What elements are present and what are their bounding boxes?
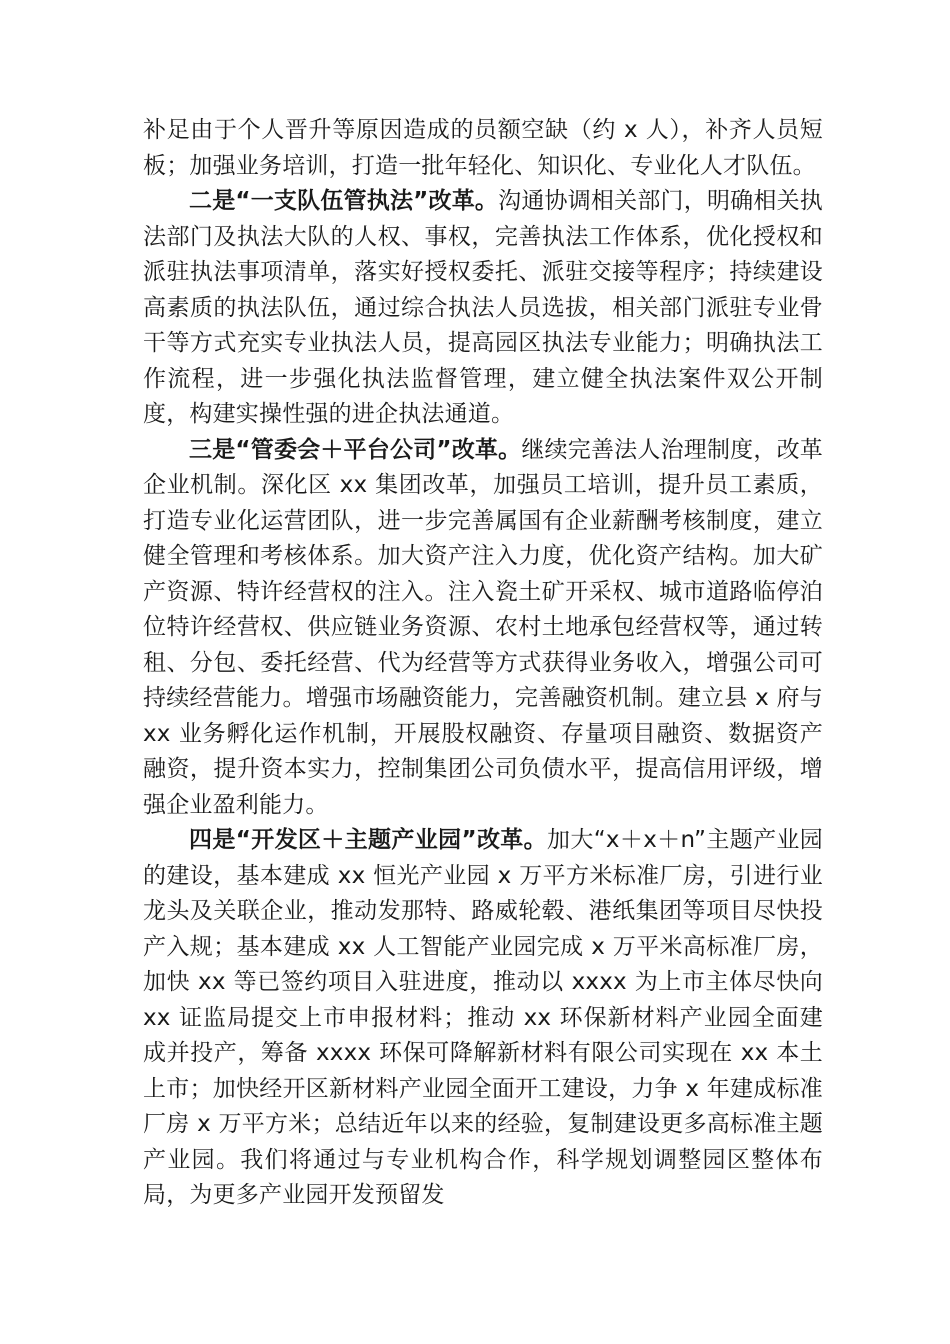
paragraph-continuation [143, 113, 823, 184]
paragraph-heading: 三是“管委会＋平台公司”改革。 [189, 436, 522, 463]
paragraph-heading: 四是“开发区＋主题产业园”改革。 [189, 827, 548, 853]
paragraph-text: 补足由于个人晋升等原因造成的员额空缺（约 x 人），补齐人员短板；加强业务培训，打造一批年轻化、知识化、专业化人才队伍。 [143, 117, 823, 179]
paragraph-reform-3 [143, 433, 823, 824]
paragraph-text: 继续完善法人治理制度，改革企业机制。深化区 xx 集团改革，加强员工培训，提升员工素质，打造专业化运营团队，进一步完善属国有企业薪酬考核制度，建立健全管理和考核体系。加大资产注入力度，优化资产结构。加大矿产资源、特许经营权的注入。注入瓷土矿开采权、城市道路临停泊位特许经营权、供应链业务资源、农村土地承包经营权等，通过转租、分包、委托经营、代为经营等方式获得业务收入，增强公司可持续经营能力。增强市场融资能力，完善融资机制。建立县 x 府与 xx 业务孵化运作机制，开展股权融资、存量项目融资、数据资产融资，提升资本实力，控制集团公司负债水平，提高信用评级，增强企业盈利能力。 [143, 436, 823, 818]
paragraph-text: 沟通协调相关部门，明确相关执法部门及执法大队的人权、事权，完善执法工作体系，优化授权和派驻执法事项清单，落实好授权委托、派驻交接等程序；持续建设高素质的执法队伍，通过综合执法人员选拔，相关部门派驻专业骨干等方式充实专业执法人员，提高园区执法专业能力；明确执法工作流程，进一步强化执法监督管理，建立健全执法案件双公开制度，构建实操性强的进企执法通道。 [143, 188, 823, 427]
paragraph-heading: 二是“一支队伍管执法”改革。 [189, 188, 499, 214]
paragraph-reform-4 [143, 823, 823, 1214]
paragraph-reform-2 [143, 184, 823, 433]
document-body [143, 113, 823, 1214]
paragraph-text: 加大“x＋x＋n”主题产业园的建设，基本建成 xx 恒光产业园 x 万平方米标准厂房，引进行业龙头及关联企业，推动发那特、路威轮毂、港纸集团等项目尽快投产入规；基本建成 xx 人工智能产业园完成 x 万平米高标准厂房，加快 xx 等已签约项目入驻进度，推动以 xxxx 为上市主体尽快向 xx 证监局提交上市申报材料；推动 xx 环保新材料产业园全面建成并投产，筹备 xxxx 环保可降解新材料有限公司实现在 xx 本土上市；加快经开区新材料产业园全面开工建设，力争 x 年建成标准厂房 x 万平方米；总结近年以来的经验，复制建设更多高标准主题产业园。我们将通过与专业机构合作，科学规划调整园区整体布局，为更多产业园开发预留发 [143, 827, 823, 1208]
